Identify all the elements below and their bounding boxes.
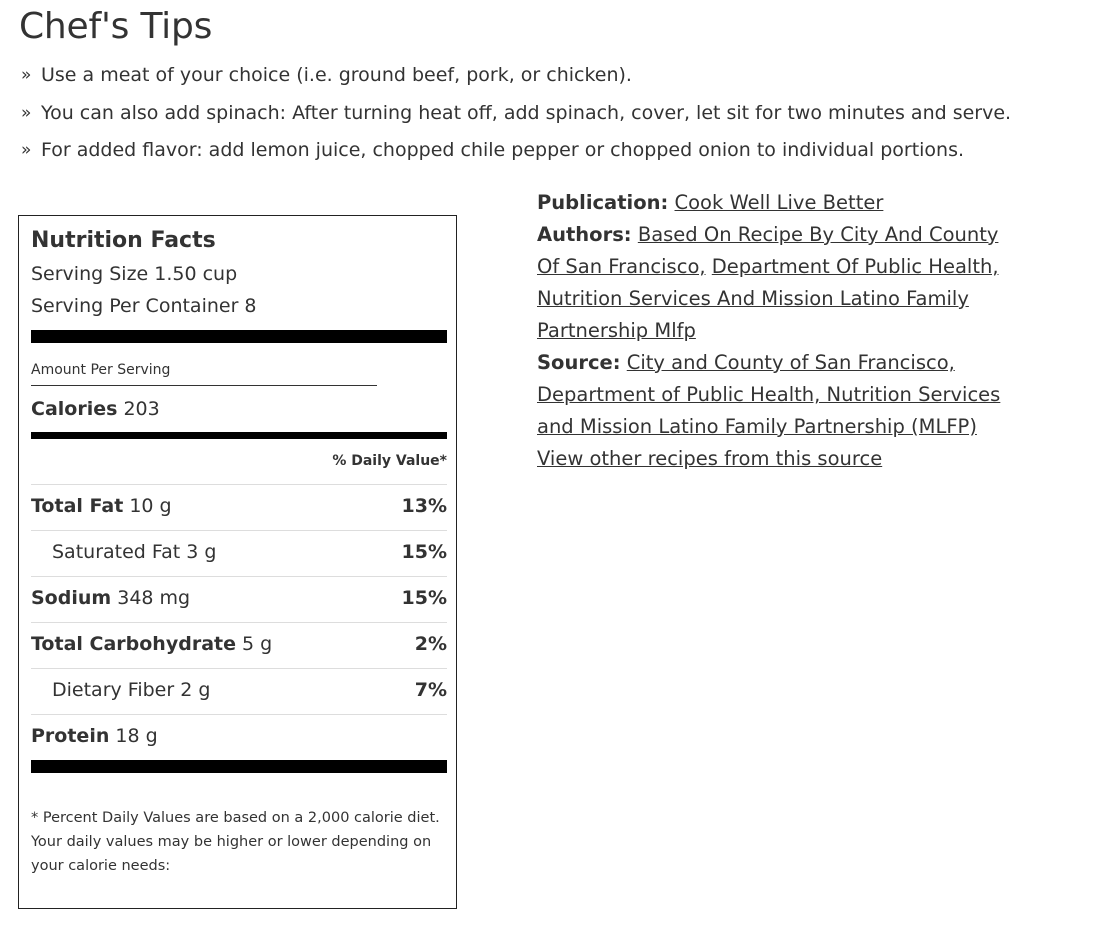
nutrition-divider-thick bbox=[31, 330, 447, 343]
nutrient-row-saturated-fat bbox=[31, 530, 447, 576]
author-link[interactable]: Based On Recipe By City And County Of San Francisco, bbox=[537, 223, 999, 278]
bullet-icon: » bbox=[21, 140, 32, 160]
source-line bbox=[537, 347, 1007, 443]
nutrition-facts-panel bbox=[18, 215, 457, 909]
nutrient-amount: 10 g bbox=[129, 495, 172, 517]
calories-value: 203 bbox=[123, 398, 160, 420]
servings-per-container: Serving Per Container 8 bbox=[31, 295, 257, 317]
daily-value-footnote: * Percent Daily Values are based on a 2,000 calorie diet. Your daily values may be higher or lower depending on your calorie needs: bbox=[31, 810, 440, 874]
nutrient-row-dietary-fiber bbox=[31, 668, 447, 714]
nutrient-row-sodium bbox=[31, 576, 447, 622]
tip-item bbox=[19, 62, 1011, 88]
source-label: Source: bbox=[537, 351, 621, 374]
nutrition-divider-mid bbox=[31, 432, 447, 439]
nutrient-percent: 15% bbox=[401, 541, 447, 563]
nutrition-facts-title: Nutrition Facts bbox=[31, 228, 216, 253]
nutrient-name: Total Fat bbox=[31, 495, 124, 517]
other-recipes-line bbox=[537, 443, 1007, 475]
authors-line bbox=[537, 219, 1007, 347]
nutrient-name: Dietary Fiber bbox=[52, 679, 175, 701]
daily-value-header: % Daily Value* bbox=[332, 453, 447, 469]
bullet-icon: » bbox=[21, 65, 32, 85]
nutrient-row-protein bbox=[31, 714, 447, 760]
nutrient-name: Total Carbohydrate bbox=[31, 633, 236, 655]
author-link[interactable]: Nutrition Services And Mission Latino Family Partnership Mlfp bbox=[537, 287, 969, 342]
bullet-icon: » bbox=[21, 102, 32, 123]
tip-item bbox=[19, 137, 1011, 163]
amount-per-serving-label: Amount Per Serving bbox=[31, 362, 171, 378]
nutrient-amount: 348 mg bbox=[117, 587, 191, 609]
publication-label: Publication: bbox=[537, 191, 669, 214]
nutrient-name: Protein bbox=[31, 725, 110, 747]
chefs-tips-heading: Chef's Tips bbox=[19, 6, 213, 47]
nutrient-amount: 18 g bbox=[115, 725, 158, 747]
nutrient-percent: 15% bbox=[401, 587, 447, 609]
calories-label: Calories bbox=[31, 398, 118, 420]
nutrient-amount: 3 g bbox=[186, 541, 217, 563]
nutrient-percent: 13% bbox=[401, 495, 447, 517]
view-other-recipes-link[interactable]: View other recipes from this source bbox=[537, 447, 883, 470]
calories-row bbox=[31, 398, 160, 420]
source-link[interactable]: City and County of San Francisco, Department of Public Health, Nutrition Services and Mission Latino Family Partnership (MLFP) bbox=[537, 351, 1001, 438]
nutrient-percent: 7% bbox=[414, 679, 447, 701]
nutrition-divider-thick bbox=[31, 760, 447, 773]
tip-text: Use a meat of your choice (i.e. ground beef, pork, or chicken). bbox=[41, 64, 632, 86]
publication-line bbox=[537, 187, 1007, 219]
tip-text: For added flavor: add lemon juice, chopped chile pepper or chopped onion to individual portions. bbox=[41, 139, 965, 161]
nutrient-row-total-fat bbox=[31, 484, 447, 530]
nutrient-amount: 2 g bbox=[180, 679, 211, 701]
nutrient-percent: 2% bbox=[414, 633, 447, 655]
amount-divider bbox=[31, 385, 377, 386]
nutrient-amount: 5 g bbox=[242, 633, 273, 655]
recipe-source-info bbox=[537, 187, 1007, 475]
authors-label: Authors: bbox=[537, 223, 632, 246]
nutrient-row-total-carbohydrate bbox=[31, 622, 447, 668]
chefs-tips-list bbox=[19, 62, 1011, 175]
author-link[interactable]: Department Of Public Health, bbox=[711, 255, 999, 278]
publication-link[interactable]: Cook Well Live Better bbox=[674, 191, 884, 214]
tip-item bbox=[19, 100, 1011, 126]
tip-text: You can also add spinach: After turning heat off, add spinach, cover, let sit for two minutes and serve. bbox=[41, 101, 1012, 124]
nutrient-name: Sodium bbox=[31, 587, 112, 609]
nutrient-name: Saturated Fat bbox=[52, 541, 181, 563]
serving-size: Serving Size 1.50 cup bbox=[31, 263, 238, 285]
